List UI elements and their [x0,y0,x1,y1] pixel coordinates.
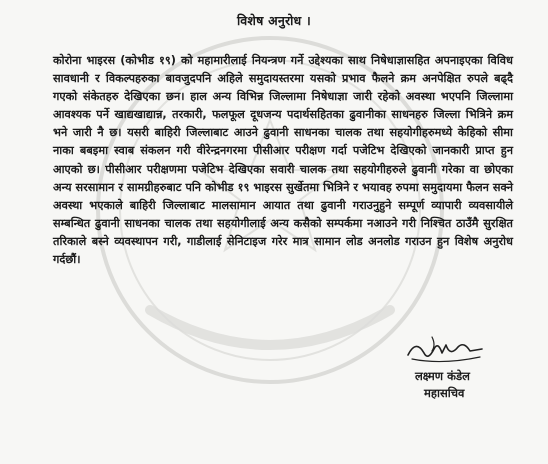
seal-lower-arc [150,310,390,345]
signatory-name: लक्ष्मण कंडेल [415,369,470,383]
document-heading: विशेष अनुरोध । [237,13,311,28]
document-body: कोरोना भाइरस (कोभीड १९) को महामारीलाई नियन्त्रण गर्ने उद्देश्यका साथ निषेधाज्ञासहित अपनाइएका विविध सावधानी र विकल्पहरुका बावजुदपनि अहिले समुदायस्तरमा यसको प्रभाव फैलने क्रम अनपेक्षित रुपले बढ्दै गएको संकेतहरु देखिएका छन। हाल अन्य विभिन्न जिल्लामा निषेधाज्ञा जारी रहेको अवस्था भएपनि जिल्लामा आवश्यक पर्ने खाद्यखाद्यान्न, तरकारी, फलफूल दूधजन्य पदार्थसहितका ढुवानीका साधनहरु जिल्ला भित्रिने क्रम भने जारी नै छ। यसरी बाहिरी जिल्लाबाट आउने ढुवानी साधनका चालक तथा सहयोगीहरुमध्ये केहिको सीमा नाका बबइमा स्वाब संकलन गरी वीरेन्द्रनगरमा पीसीआर परीक्षण गर्दा पजेटिभ देखिएको जानकारी प्राप्त हुन आएको छ। पीसीआर परीक्षणमा पजेटिभ देखिएका सवारी चालक तथा सहयोगीहरुले ढुवानी गरेका वा छोएका अन्य सरसामान र सामग्रीहरुबाट पनि कोभीड १९ भाइरस सुर्खेतमा भित्रिने र भयावह रुपमा समुदायमा फैलन सक्ने अवस्था भएकाले बाहिरी जिल्लाबाट मालसामान आयात तथा ढुवानी गराउनुहुने सम्पूर्ण व्यापारी व्यवसायीले सम्बन्धित ढुवानी साधनका चालक तथा सहयोगीलाई अन्य कसैको सम्पर्कमा नआउने गरी निश्चित ठाउँमै सुरक्षित तरिकाले बस्ने व्यवस्थापन गरी, गाडीलाई सेनिटाइज गरेर मात्र सामान लोड अनलोड गराउन हुन विशेष अनुरोध गर्दछौं। [53,54,513,267]
handwritten-signature [402,333,488,369]
signatory-title: महासचिव [424,386,465,400]
